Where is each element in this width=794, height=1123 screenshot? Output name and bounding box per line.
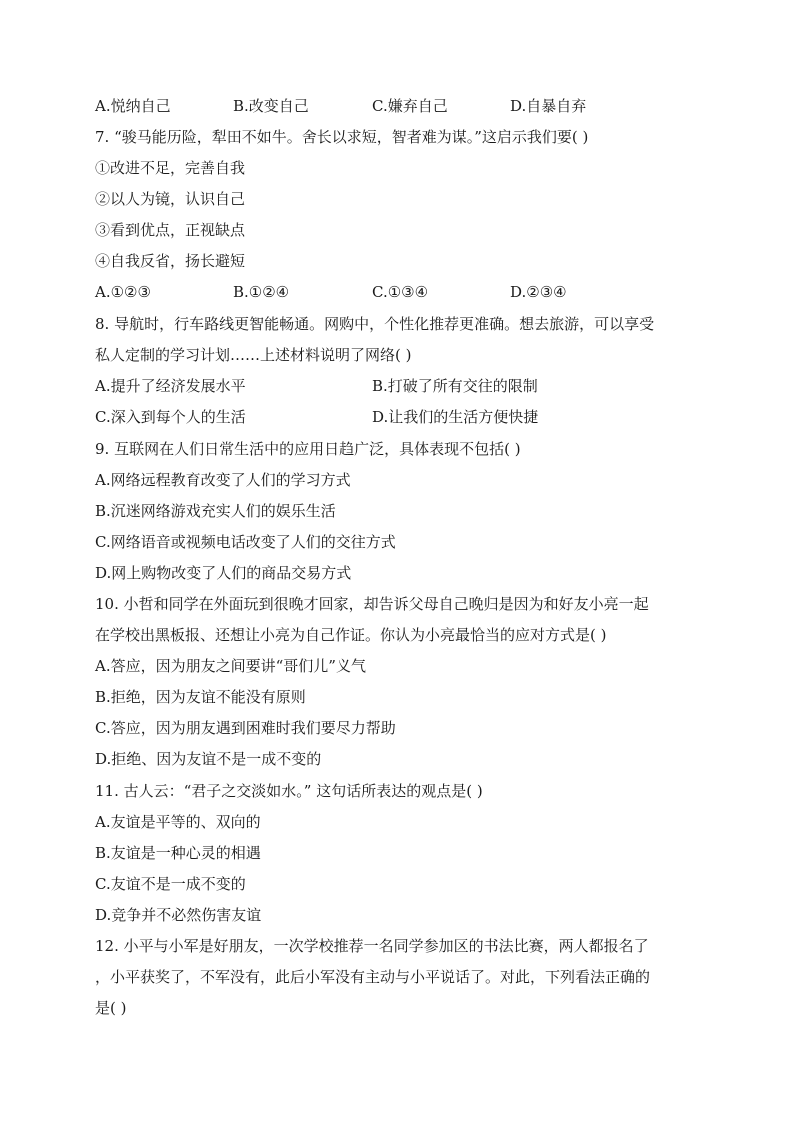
- q8-option-a[interactable]: A.提升了经济发展水平: [95, 377, 246, 395]
- q7-item-3: ③看到优点，正视缺点: [95, 221, 246, 239]
- q11-stem: 11. 古人云：“君子之交淡如水。” 这句话所表达的观点是( ): [95, 782, 483, 800]
- q7-option-c[interactable]: C.①③④: [372, 283, 429, 301]
- q7-item-4: ④自我反省，扬长避短: [95, 252, 246, 270]
- q10-stem-line-2: 在学校出黑板报、还想让小亮为自己作证。你认为小亮最恰当的应对方式是( ): [95, 626, 607, 644]
- q9-option-a[interactable]: A.网络远程教育改变了人们的学习方式: [95, 471, 351, 489]
- q7-item-2: ②以人为镜，认识自己: [95, 190, 246, 208]
- q9-stem: 9. 互联网在人们日常生活中的应用日趋广泛，具体表现不包括( ): [95, 440, 521, 458]
- q6-option-a[interactable]: A.悦纳自己: [95, 97, 171, 115]
- q12-stem-line-3: 是( ): [95, 999, 127, 1017]
- q12-stem-line-2: ，小平获奖了，不军没有，此后小军没有主动与小平说话了。对此，下列看法正确的: [95, 968, 651, 986]
- q6-option-d[interactable]: D.自暴自弃: [510, 97, 587, 115]
- q7-stem: 7. “骏马能历险，犁田不如牛。舍长以求短，智者难为谋。”这启示我们要( ): [95, 128, 589, 146]
- q11-option-a[interactable]: A.友谊是平等的、双向的: [95, 813, 261, 831]
- q8-stem-line-2: 私人定制的学习计划……上述材料说明了网络( ): [95, 346, 412, 364]
- q7-option-d[interactable]: D.②③④: [510, 283, 567, 301]
- q10-option-c[interactable]: C.答应，因为朋友遇到困难时我们要尽力帮助: [95, 719, 396, 737]
- q7-option-a[interactable]: A.①②③: [95, 283, 151, 301]
- q7-item-1: ①改进不足，完善自我: [95, 159, 246, 177]
- q7-option-b[interactable]: B.①②④: [233, 283, 290, 301]
- q11-option-d[interactable]: D.竞争并不必然伤害友谊: [95, 906, 262, 924]
- q10-option-d[interactable]: D.拒绝、因为友谊不是一成不变的: [95, 750, 322, 768]
- q11-option-c[interactable]: C.友谊不是一成不变的: [95, 875, 246, 893]
- q9-option-d[interactable]: D.网上购物改变了人们的商品交易方式: [95, 564, 352, 582]
- q12-stem-line-1: 12. 小平与小军是好朋友，一次学校推荐一名同学参加区的书法比赛，两人都报名了: [95, 937, 649, 955]
- q10-option-a[interactable]: A.答应，因为朋友之间要讲“哥们儿”义气: [95, 657, 366, 675]
- q8-option-c[interactable]: C.深入到每个人的生活: [95, 408, 246, 426]
- q9-option-b[interactable]: B.沉迷网络游戏充实人们的娱乐生活: [95, 502, 336, 520]
- q6-option-b[interactable]: B.改变自己: [233, 97, 309, 115]
- q11-option-b[interactable]: B.友谊是一种心灵的相遇: [95, 844, 261, 862]
- q8-stem-line-1: 8. 导航时，行车路线更智能畅通。网购中，个性化推荐更准确。想去旅游，可以享受: [95, 315, 655, 333]
- q8-option-d[interactable]: D.让我们的生活方便快捷: [372, 408, 539, 426]
- q9-option-c[interactable]: C.网络语音或视频电话改变了人们的交往方式: [95, 533, 396, 551]
- q8-option-b[interactable]: B.打破了所有交往的限制: [372, 377, 538, 395]
- q6-option-c[interactable]: C.嫌弃自己: [372, 97, 448, 115]
- q10-option-b[interactable]: B.拒绝，因为友谊不能没有原则: [95, 688, 306, 706]
- q10-stem-line-1: 10. 小哲和同学在外面玩到很晚才回家，却告诉父母自己晚归是因为和好友小亮一起: [95, 595, 649, 613]
